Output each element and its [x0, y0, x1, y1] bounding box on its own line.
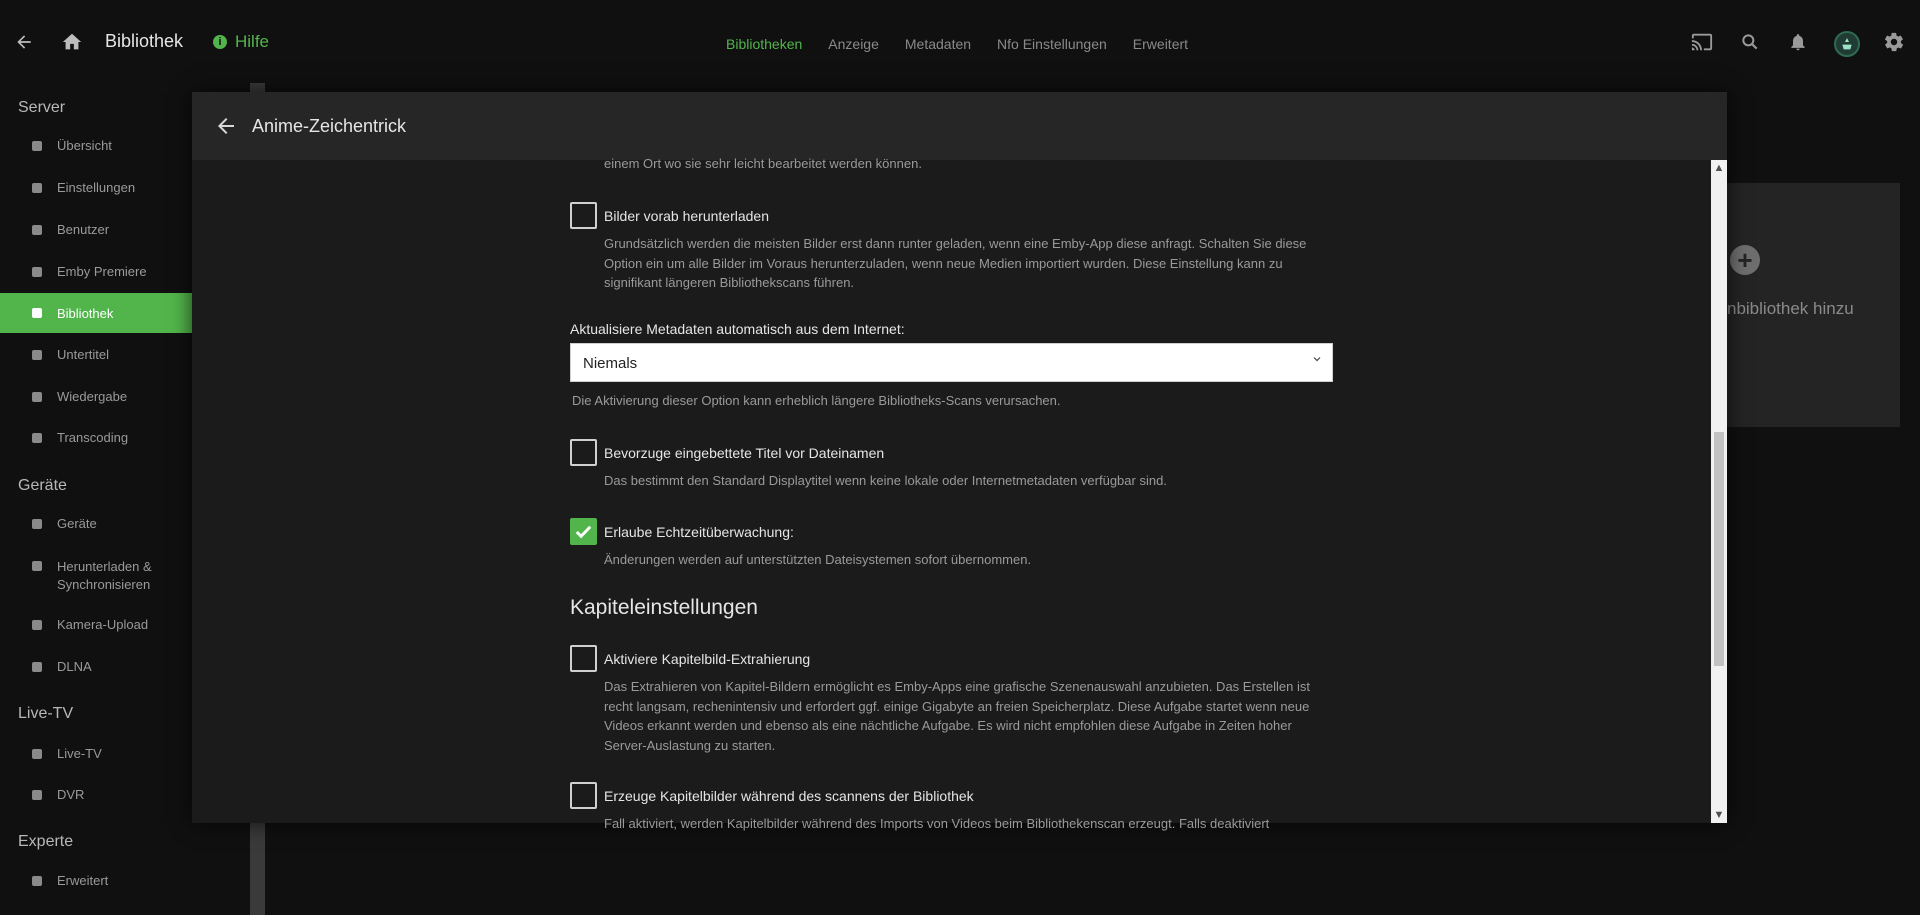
folder-icon [32, 308, 42, 318]
chevron-down-icon [1312, 354, 1322, 364]
select-value: Niemals [583, 355, 638, 372]
play-icon [32, 392, 42, 402]
checkbox-description: Änderungen werden auf unterstützten Dateisystemen sofort übernommen. [604, 552, 1032, 567]
checkbox-label: Aktiviere Kapitelbild-Extrahierung [604, 651, 811, 667]
sidebar-section-experte: Experte [18, 833, 74, 850]
dialog-scrollbar[interactable] [1711, 160, 1727, 823]
sidebar-item-label: Wiedergabe [57, 389, 128, 404]
home-icon[interactable] [59, 29, 85, 55]
transcode-icon [32, 433, 42, 443]
download-icon [32, 561, 42, 571]
checkmark-icon [572, 520, 595, 543]
top-bar [0, 0, 1920, 86]
checkbox-label: Erlaube Echtzeitüberwachung: [604, 524, 794, 540]
star-icon [32, 267, 42, 277]
sidebar-item-emby-premiere[interactable] [0, 264, 192, 279]
cast-icon[interactable] [1690, 30, 1714, 54]
dlna-icon [32, 662, 42, 672]
add-library-card[interactable] [1727, 183, 1900, 427]
checkbox-label: Bilder vorab herunterladen [604, 208, 769, 224]
tab-anzeige[interactable]: Anzeige [828, 36, 879, 52]
checkbox-description: Das bestimmt den Standard Displaytitel wenn keine lokale oder Internetmetadaten verfügbar sind. [604, 473, 1167, 488]
sidebar-item-label: Einstellungen [57, 180, 136, 195]
dialog-header [192, 92, 1727, 160]
bell-icon[interactable] [1786, 30, 1810, 54]
help-link[interactable] [213, 32, 269, 52]
chapter-images-during-scan-checkbox[interactable] [570, 782, 597, 809]
gear-icon[interactable] [1882, 30, 1906, 54]
dvr-icon [32, 790, 42, 800]
metadata-refresh-select[interactable] [570, 343, 1333, 382]
dialog-title: Anime-Zeichentrick [252, 116, 407, 136]
library-settings-dialog [192, 92, 1727, 831]
sidebar-item-label: Geräte [57, 516, 97, 531]
subtitles-icon [32, 350, 42, 360]
tab-metadaten[interactable]: Metadaten [904, 36, 972, 52]
plus-icon: + [1730, 245, 1760, 275]
users-icon [32, 225, 42, 235]
info-icon: i [213, 35, 227, 49]
sidebar-item-label: Erweitert [57, 873, 109, 888]
sidebar-section-geraete: Geräte [18, 477, 67, 494]
metadata-refresh-description: Die Aktivierung dieser Option kann erheblich längere Bibliotheks-Scans verursachen. [572, 393, 1061, 408]
metadata-refresh-label: Aktualisiere Metadaten automatisch aus dem Internet: [570, 321, 905, 337]
sidebar-item-label: Live-TV [57, 746, 102, 761]
back-arrow-icon[interactable] [12, 30, 36, 54]
camera-icon [32, 620, 42, 630]
sidebar-item-label: DVR [57, 787, 85, 802]
user-avatar-icon [1839, 36, 1855, 52]
sidebar-item-label: Kamera-Upload [57, 617, 149, 632]
tab-bibliotheken[interactable]: Bibliotheken [726, 36, 803, 52]
realtime-monitoring-checkbox[interactable] [570, 518, 597, 545]
sidebar-item-geraete[interactable] [0, 516, 192, 531]
page-title: Bibliothek [105, 31, 184, 51]
tab-nfo-einstellungen[interactable]: Nfo Einstellungen [997, 36, 1107, 52]
sidebar [0, 86, 192, 915]
settings-tabs [726, 36, 1188, 52]
sidebar-item-label: Untertitel [57, 347, 110, 362]
sidebar-item-livetv[interactable] [0, 746, 192, 761]
sidebar-item-dlna[interactable] [0, 659, 192, 674]
checkbox-description: Grundsätzlich werden die meisten Bilder erst dann runter geladen, wenn eine Emby-App diese anfragt. Schalten Sie diese Option ein um alle Bilder im Voraus herunterzuladen, wenn neue Medien importiert wurden. Diese Einstellung kann zu signifikant längeren Bibliothekscans führen. [604, 236, 1307, 290]
back-arrow-icon[interactable] [214, 114, 238, 138]
scrollbar-thumb[interactable] [1714, 432, 1724, 666]
sidebar-item-label: Herunterladen & Synchronisieren [57, 559, 152, 592]
sidebar-item-label: Emby Premiere [57, 264, 147, 279]
dialog-body [192, 156, 1711, 831]
prefer-embedded-titles-checkbox[interactable] [570, 439, 597, 466]
sidebar-item-erweitert[interactable] [0, 873, 192, 888]
sidebar-item-uebersicht[interactable] [0, 138, 192, 153]
scroll-down-icon[interactable]: ▼ [1713, 809, 1725, 821]
sidebar-item-label: Bibliothek [57, 305, 114, 321]
checkbox-description: Das Extrahieren von Kapitel-Bildern ermöglicht es Emby-Apps eine grafische Szenenauswahl anzubieten. Das Erstellen ist recht langsam, rechenintensiv und erfordert ggf. einige Gigabyte an freien Speicherplatz. Diese Aufgabe startet wenn neue Videos erkannt werden und ebenso als eine nächtliche Aufgabe. Es wird nicht empfohlen diese Aufgabe in Zeiten hoher Server-Auslastung zu starten. [604, 679, 1310, 753]
sidebar-item-label: Benutzer [57, 222, 110, 237]
sidebar-item-label: DLNA [57, 659, 92, 674]
sidebar-item-herunterladen[interactable] [0, 558, 192, 594]
sidebar-item-einstellungen[interactable] [0, 180, 192, 195]
prefetch-images-checkbox[interactable] [570, 202, 597, 229]
sidebar-item-bibliothek[interactable] [0, 293, 192, 333]
user-avatar[interactable] [1834, 31, 1860, 57]
sidebar-item-kamera-upload[interactable] [0, 617, 192, 632]
checkbox-label: Bevorzuge eingebettete Titel vor Dateinamen [604, 445, 885, 461]
sidebar-item-benutzer[interactable] [0, 222, 192, 237]
sidebar-item-untertitel[interactable] [0, 347, 192, 362]
sidebar-item-wiedergabe[interactable] [0, 389, 192, 404]
sidebar-section-server: Server [18, 99, 66, 116]
search-icon[interactable] [1738, 30, 1762, 54]
tab-erweitert[interactable]: Erweitert [1132, 36, 1189, 52]
sidebar-item-label: Übersicht [57, 138, 112, 153]
scroll-up-icon[interactable]: ▲ [1713, 162, 1725, 174]
chapter-section-title: Kapiteleinstellungen [570, 596, 758, 619]
sidebar-item-transcoding[interactable] [0, 430, 192, 445]
checkbox-description: Fall aktiviert, werden Kapitelbilder während des Imports von Videos beim Bibliothekenscan erzeugt. Falls deaktiviert [604, 816, 1270, 831]
settings-icon [32, 183, 42, 193]
gear-icon [32, 876, 42, 886]
sidebar-item-label: Transcoding [57, 430, 129, 445]
sidebar-item-dvr[interactable] [0, 787, 192, 802]
chapter-image-extraction-checkbox[interactable] [570, 645, 597, 672]
device-icon [32, 519, 42, 529]
dashboard-icon [32, 141, 42, 151]
tv-icon [32, 749, 42, 759]
checkbox-label: Erzeuge Kapitelbilder während des scannens der Bibliothek [604, 788, 974, 804]
sidebar-section-livetv: Live-TV [18, 705, 74, 722]
help-label: Hilfe [235, 32, 270, 51]
add-library-label: nbibliothek hinzu [1727, 299, 1854, 318]
cut-off-description: einem Ort wo sie sehr leicht bearbeitet werden können. [604, 156, 922, 171]
